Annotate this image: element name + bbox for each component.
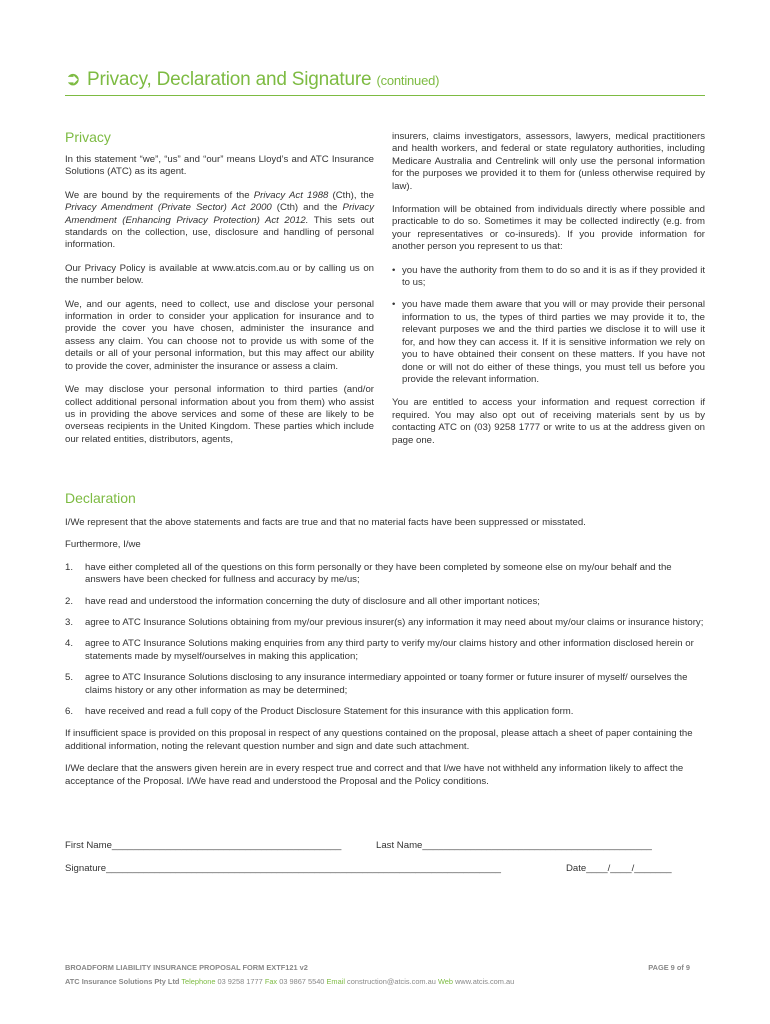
footer-web[interactable]: www.atcis.com.au (455, 977, 515, 986)
signature-field[interactable]: Signature__________________________________________________________________________ (65, 863, 501, 874)
footer-email[interactable]: construction@atcis.com.au (347, 977, 436, 986)
privacy-r2: Information will be obtained from individuals directly where possible and practicable to do so. Sometimes it may be collected indirectly (e.g. from your representatives or co-insureds). If you provide information for another person you represent to us that: (392, 204, 705, 253)
list-item: 2. have read and understood the information concerning the duty of disclosure and all other important notices; (65, 595, 540, 607)
privacy-p4: We, and our agents, need to collect, use and disclose your personal information in order to consider your application for insurance and to provide the cover you have chosen, administer the insurance and assess any claim. You can choose not to provide us with some of the details or all of your personal information, but this may affect our ability to provide the cover, administer the insurance or assess a claim. (65, 298, 374, 372)
declaration-heading: Declaration (65, 490, 136, 506)
privacy-right-column (392, 131, 705, 458)
footer-page-number: PAGE 9 of 9 (648, 963, 690, 972)
page-title: Privacy, Declaration and Signature (continued) (87, 69, 440, 90)
bullet-icon: • (392, 264, 396, 276)
list-item: 3. agree to ATC Insurance Solutions obtaining from my/our previous insurer(s) any information it may need about my/our claims or insurance history; (65, 617, 704, 629)
privacy-r1: insurers, claims investigators, assessors, lawyers, medical practitioners and health workers, and federal or state regulatory authorities, including Medicare Australia and Centrelink will only use the personal information for the purposes we provided it to them for (unless otherwise required by law). (392, 131, 705, 192)
privacy-bullet-list (392, 265, 705, 387)
privacy-heading: Privacy (65, 129, 111, 145)
privacy-p2: We are bound by the requirements of the Privacy Act 1988 (Cth), the Privacy Amendment (Private Sector) Act 2000 (Cth) and the Privacy Amendment (Enhancing Privacy Protection) Act 2012. This sets out standards on the collection, use, disclosure and handling of personal information. (65, 189, 374, 251)
declaration-furthermore: Furthermore, I/we (65, 539, 141, 551)
list-item: • you have made them aware that you will or may provide their personal information to us, the types of third parties we may provide it to, the relevant purposes we and the third parties we disclose it to will use it for, and how they can access it. If it is sensitive information we rely on you to have obtained their consent on these matters. If you have not done or will not do either of these things, you must tell us before you provide the relevant information. (392, 299, 705, 385)
privacy-p5: We may disclose your personal information to third parties (and/or collect additional personal information about you from them) who assist us in providing the above services and some of these are likely to be overseas recipients in the United Kingdom. These parties which include our related entities, distributors, agents, (65, 384, 374, 445)
declaration-insufficient: If insufficient space is provided on this proposal in respect of any questions contained on the proposal, please attach a sheet of paper containing the additional information, noting the relevant question number and sign and date such attachment. (65, 728, 693, 752)
declaration-declare: I/We declare that the answers given herein are in every respect true and correct and that I/we have not withheld any information likely to affect the acceptance of the Proposal. I/We have read and understood the Proposal and the Policy conditions. (65, 763, 684, 787)
bullet-icon: • (392, 299, 396, 311)
privacy-left-column (65, 154, 374, 457)
footer-fax: 03 9867 5540 (279, 977, 325, 986)
list-item: 5. agree to ATC Insurance Solutions disclosing to any insurance intermediary appointed or toany former or future insurer of myself/ ourselves the claims history or any other information as may be determined; (65, 672, 688, 696)
footer-company: ATC Insurance Solutions Pty Ltd (65, 977, 180, 986)
privacy-r3: You are entitled to access your information and request correction if required. You may also opt out of receiving materials sent by us by contacting ATC on (03) 9258 1777 or write to us at the address given on page one. (392, 397, 705, 446)
footer-contact: ATC Insurance Solutions Pty Ltd Telephone 03 9258 1777 Fax 03 9867 5540 Email construction@atcis.com.au Web www.atcis.com.au (65, 977, 515, 986)
continued-label: (continued) (376, 73, 440, 88)
declaration-list (65, 562, 705, 719)
list-item: • you have the authority from them to do so and it is as if they provided it to us; (392, 264, 705, 289)
page-header (65, 68, 705, 96)
footer-telephone: 03 9258 1777 (217, 977, 263, 986)
arrow-icon: ➲ (65, 69, 81, 90)
privacy-p3: Our Privacy Policy is available at www.atcis.com.au or by calling us on the number below. (65, 262, 374, 287)
privacy-p1: In this statement “we”, “us” and “our” means Lloyd’s and ATC Insurance Solutions (ATC) as its agent. (65, 154, 374, 178)
list-item: 6. have received and read a full copy of the Product Disclosure Statement for this insurance with this application form. (65, 706, 574, 718)
list-item: 1. have either completed all of the questions on this form personally or they have been completed by someone else on my/our behalf and the answers have been checked for fullness and accuracy by me/us; (65, 561, 672, 586)
footer-top (65, 963, 705, 972)
footer-form-name: BROADFORM LIABILITY INSURANCE PROPOSAL FORM EXTF121 v2 (65, 963, 308, 972)
date-field[interactable]: Date____/____/_______ (566, 863, 672, 874)
first-name-field[interactable]: First Name___________________________________________ (65, 840, 342, 851)
last-name-field[interactable]: Last Name___________________________________________ (376, 840, 652, 851)
declaration-intro: I/We represent that the above statements and facts are true and that no material facts have been suppressed or misstated. (65, 517, 586, 528)
list-item: 4. agree to ATC Insurance Solutions making enquiries from any third party to verify my/our claims history and other information disclosed herein or statements made by myself/ourselves in making this application; (65, 638, 694, 662)
declaration-body (65, 517, 705, 798)
